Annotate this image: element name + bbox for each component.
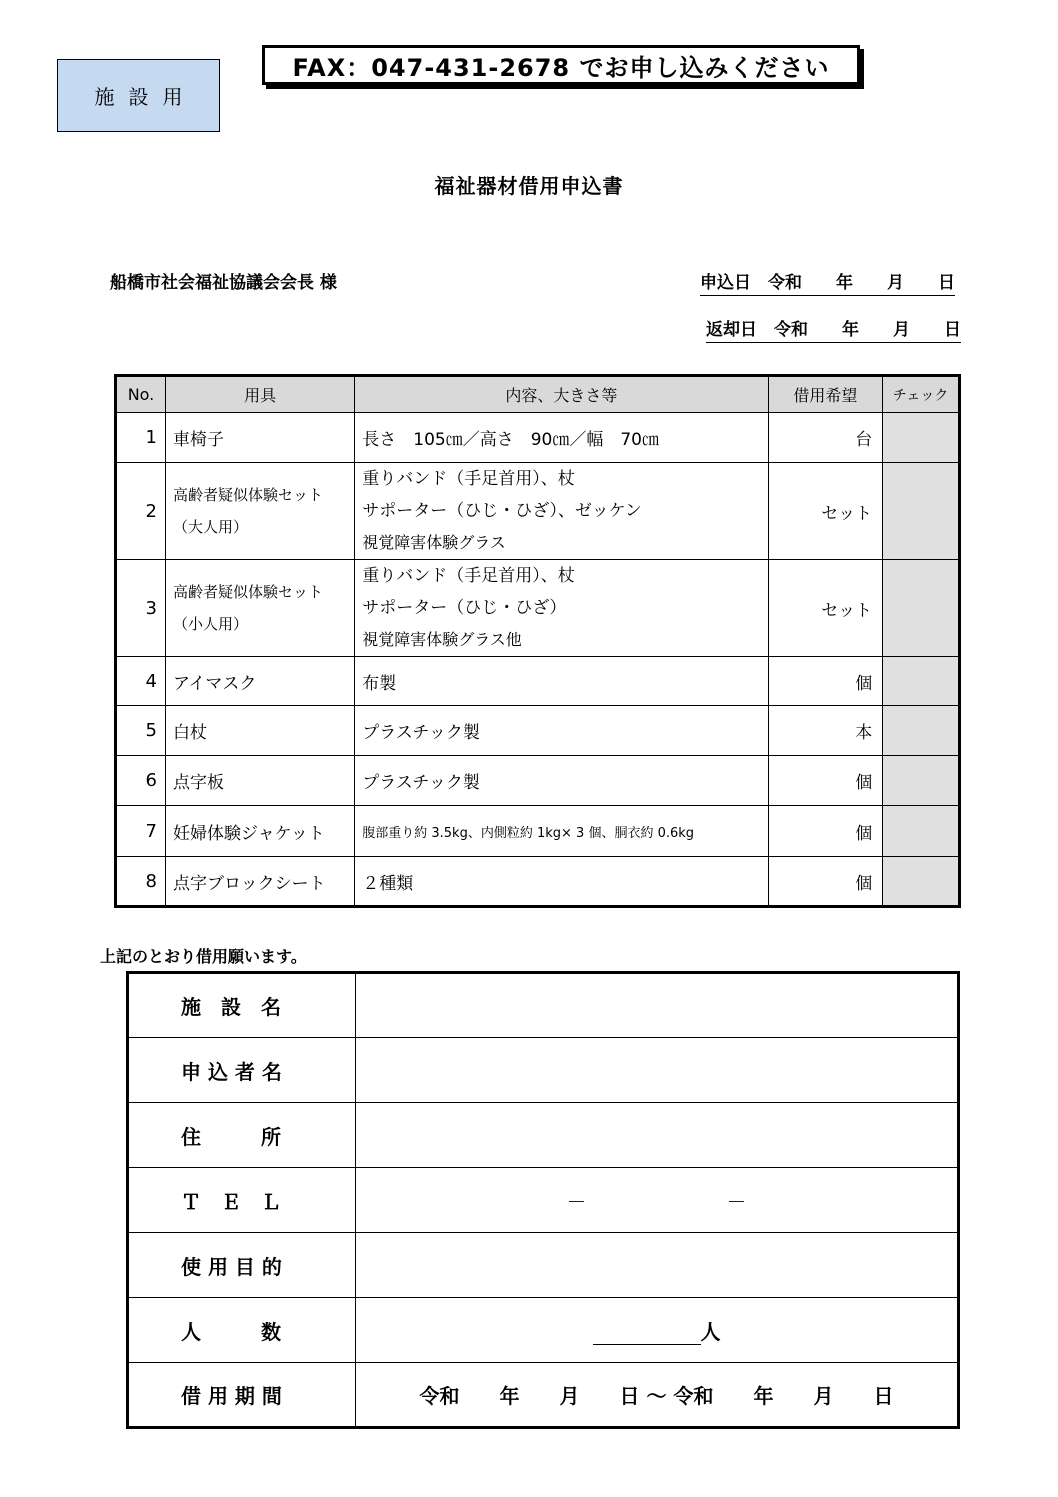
- header-desc: 内容、大きさ等: [355, 376, 768, 413]
- row-qty[interactable]: 個: [768, 857, 883, 907]
- addressee: 船橋市社会福祉協議会会長 様: [110, 273, 337, 293]
- table-row: [116, 806, 960, 857]
- row-check[interactable]: [883, 806, 960, 857]
- row-desc: 布製: [355, 657, 768, 706]
- row-check[interactable]: [883, 413, 960, 463]
- form-row-period: [128, 1363, 959, 1428]
- purpose-field[interactable]: [356, 1233, 959, 1298]
- address-field[interactable]: [356, 1103, 959, 1168]
- row-qty[interactable]: セット: [768, 463, 883, 560]
- row-desc: ２種類: [355, 857, 768, 907]
- row-no: 1: [116, 413, 166, 463]
- period-field[interactable]: 令和 年 月 日 ～ 令和 年 月 日: [356, 1363, 959, 1428]
- row-item: [165, 463, 354, 560]
- row-item-line: 高齢者疑似体験セット: [172, 486, 323, 504]
- row-qty[interactable]: 本: [768, 706, 883, 756]
- row-item: 点字ブロックシート: [165, 857, 354, 907]
- row-desc: [355, 463, 768, 560]
- tel-label: Ｔ Ｅ Ｌ: [128, 1168, 356, 1233]
- applicant-label: 申 込 者 名: [128, 1038, 356, 1103]
- tel-field[interactable]: － －: [356, 1168, 959, 1233]
- form-row-purpose: [128, 1233, 959, 1298]
- row-no: 4: [116, 657, 166, 706]
- application-date[interactable]: 申込日 令和 年 月 日: [700, 268, 955, 296]
- return-date[interactable]: 返却日 令和 年 月 日: [706, 315, 961, 343]
- table-row: [116, 657, 960, 706]
- table-header-row: [116, 376, 960, 413]
- applicant-field[interactable]: [356, 1038, 959, 1103]
- row-item: 点字板: [165, 756, 354, 806]
- table-row: [116, 706, 960, 756]
- facility-label: 施 設 名: [128, 973, 356, 1038]
- row-desc: 長さ 105㎝／高さ 90㎝／幅 70㎝: [355, 413, 768, 463]
- row-desc: プラスチック製: [355, 706, 768, 756]
- table-row: [116, 857, 960, 907]
- row-desc-line: 視覚障害体験グラス: [362, 533, 506, 552]
- row-item: [165, 560, 354, 657]
- row-item-line: 高齢者疑似体験セット: [172, 583, 323, 601]
- row-item: 妊婦体験ジャケット: [165, 806, 354, 857]
- row-no: 3: [116, 560, 166, 657]
- row-desc-line: サポーター（ひじ・ひざ）、ゼッケン: [362, 501, 642, 521]
- row-check[interactable]: [883, 560, 960, 657]
- header-qty: 借用希望: [768, 376, 883, 413]
- row-item-line: （大人用）: [172, 518, 248, 536]
- row-no: 7: [116, 806, 166, 857]
- header-check: チェック: [883, 376, 960, 413]
- period-label: 借 用 期 間: [128, 1363, 356, 1428]
- people-field[interactable]: [356, 1298, 959, 1363]
- row-desc-line: 重りバンド（手足首用）、杖: [362, 469, 575, 489]
- row-desc-line: サポーター（ひじ・ひざ）: [362, 598, 567, 618]
- header-no: No.: [116, 376, 166, 413]
- address-label: 住 所: [128, 1103, 356, 1168]
- row-qty[interactable]: 個: [768, 806, 883, 857]
- facility-field[interactable]: [356, 973, 959, 1038]
- row-no: 2: [116, 463, 166, 560]
- people-blank[interactable]: [593, 1324, 701, 1345]
- row-qty[interactable]: 個: [768, 756, 883, 806]
- row-no: 8: [116, 857, 166, 907]
- people-unit: 人: [700, 1319, 721, 1344]
- form-row-address: [128, 1103, 959, 1168]
- row-qty[interactable]: 個: [768, 657, 883, 706]
- form-row-tel: [128, 1168, 959, 1233]
- row-check[interactable]: [883, 756, 960, 806]
- request-note: 上記のとおり借用願います。: [100, 947, 307, 966]
- row-item: 白杖: [165, 706, 354, 756]
- form-row-facility: [128, 973, 959, 1038]
- fax-notice: FAX：047-431-2678 でお申し込みください: [262, 45, 860, 85]
- table-row: [116, 756, 960, 806]
- row-desc: 腹部重り約 3.5kg、内側粒約 1kg× 3 個、胴衣約 0.6kg: [355, 806, 768, 857]
- applicant-form: [126, 971, 960, 1429]
- purpose-label: 使 用 目 的: [128, 1233, 356, 1298]
- facility-use-stamp: 施設用: [57, 59, 220, 132]
- table-row: [116, 560, 960, 657]
- header-item: 用具: [165, 376, 354, 413]
- row-no: 5: [116, 706, 166, 756]
- row-desc: [355, 560, 768, 657]
- row-check[interactable]: [883, 463, 960, 560]
- row-check[interactable]: [883, 706, 960, 756]
- form-row-applicant: [128, 1038, 959, 1103]
- row-desc-line: 視覚障害体験グラス他: [362, 630, 522, 649]
- table-row: [116, 463, 960, 560]
- equipment-table: [114, 374, 961, 908]
- people-label: 人 数: [128, 1298, 356, 1363]
- row-check[interactable]: [883, 657, 960, 706]
- row-desc-line: 重りバンド（手足首用）、杖: [362, 566, 575, 586]
- row-desc: プラスチック製: [355, 756, 768, 806]
- row-qty[interactable]: 台: [768, 413, 883, 463]
- page-title: 福祉器材借用申込書: [434, 174, 624, 198]
- form-row-people: [128, 1298, 959, 1363]
- row-item: アイマスク: [165, 657, 354, 706]
- row-item-line: （小人用）: [172, 615, 248, 633]
- row-qty[interactable]: セット: [768, 560, 883, 657]
- row-check[interactable]: [883, 857, 960, 907]
- table-row: [116, 413, 960, 463]
- row-no: 6: [116, 756, 166, 806]
- row-item: 車椅子: [165, 413, 354, 463]
